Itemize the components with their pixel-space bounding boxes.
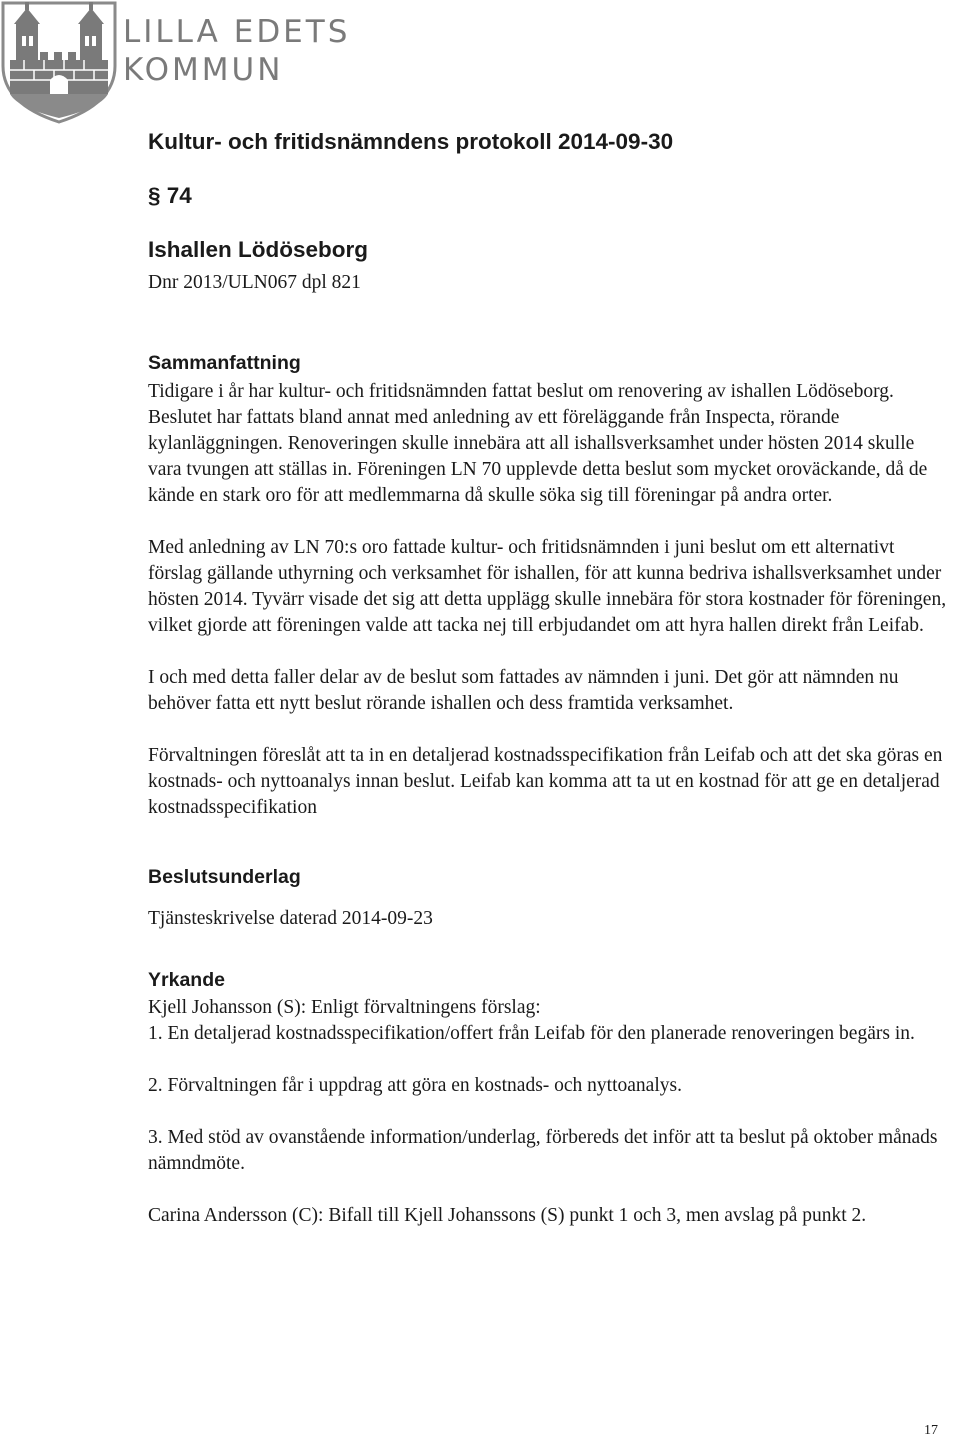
yrkande-carina: Carina Andersson (C): Bifall till Kjell Johanssons (S) punkt 1 och 3, men avslag på punkt 2.	[148, 1205, 867, 1226]
section-heading-sammanfattning: Sammanfattning	[148, 352, 301, 374]
coat-of-arms-icon	[0, 0, 118, 125]
page-number: 17	[924, 1423, 938, 1438]
section-heading-beslutsunderlag: Beslutsunderlag	[148, 866, 301, 888]
summary-paragraph-2: Med anledning av LN 70:s oro fattade kultur- och fritidsnämnden i juni beslut om ett alternativt förslag gällande uthyrning och verksamhet för ishallen, för att kunna bedriva ishallsverksamhet under hösten 2014. Tyvärr visade det sig att detta upplägg skulle innebära för stora kostnader för föreningen, vilket gjorde att föreningen valde att tacka nej till erbjudandet om att hyra hallen direkt från Leifab.	[148, 537, 947, 636]
summary-paragraph-1: Tidigare i år har kultur- och fritidsnämnden fattat beslut om renovering av ishallen Lödöseborg. Beslutet har fattats bland annat med anledning av ett föreläggande från Inspecta, rörande kylanläggningen. Renoveringen skulle innebära att all ishallsverksamhet under hösten 2014 skulle vara tvungen att ställas in. Föreningen LN 70 upplevde detta beslut som mycket oroväckande, då de kände en stark oro för att medlemmarna då skulle söka sig till föreningar på andra orter.	[148, 381, 928, 506]
yrkande-item-2: 2. Förvaltningen får i uppdrag att göra en kostnads- och nyttoanalys.	[148, 1075, 682, 1096]
document-subject: Ishallen Lödöseborg	[148, 237, 369, 262]
section-heading-yrkande: Yrkande	[148, 969, 225, 991]
registration-number: Dnr 2013/ULN067 dpl 821	[148, 272, 361, 293]
paragraph-number: § 74	[148, 183, 192, 208]
logo-text-line1: LILLA EDETS	[123, 14, 351, 50]
yrkande-intro: Kjell Johansson (S): Enligt förvaltningens förslag:	[148, 997, 541, 1018]
summary-paragraph-3: I och med detta faller delar av de beslut som fattades av nämnden i juni. Det gör att nämnden nu behöver fatta ett nytt beslut rörande ishallen och dess framtida verksamhet.	[148, 667, 899, 714]
yrkande-item-1: 1. En detaljerad kostnadsspecifikation/offert från Leifab för den planerade renoveringen begärs in.	[148, 1023, 915, 1044]
document-title: Kultur- och fritidsnämndens protokoll 2014-09-30	[148, 129, 674, 154]
document-body	[148, 126, 948, 1229]
summary-paragraph-4: Förvaltningen föreslåt att ta in en detaljerad kostnadsspecifikation från Leifab och att det ska göras en kostnads- och nyttoanalys innan beslut. Leifab kan komma att ta ut en kostnad för att ge en detaljerad kostnadsspecifikation	[148, 745, 943, 818]
beslutsunderlag-text: Tjänsteskrivelse daterad 2014-09-23	[148, 908, 433, 929]
yrkande-item-3: 3. Med stöd av ovanstående information/underlag, förbereds det inför att ta beslut på oktober månads nämndmöte.	[148, 1127, 938, 1174]
logo-text-line2: KOMMUN	[123, 52, 284, 88]
header-logo	[0, 0, 351, 125]
